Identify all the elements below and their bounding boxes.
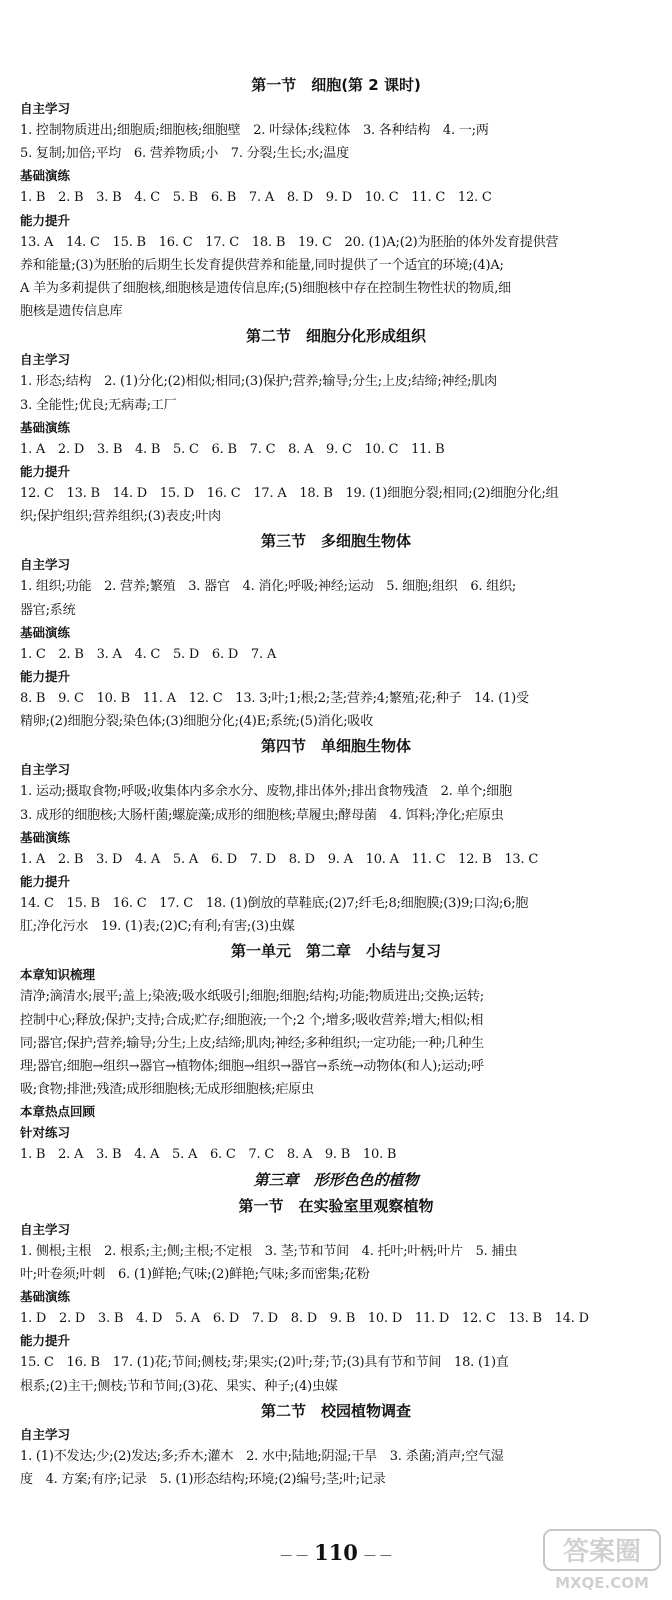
answer-line: 8. B 9. C 10. B 11. A 12. C 13. 3;叶;1;根;2;茎;营养;4;繁殖;花;种子 14. (1)受	[20, 691, 529, 707]
answer-line: 13. A 14. C 15. B 16. C 17. C 18. B 19. C 20. (1)A;(2)为胚胎的体外发育提供营	[20, 234, 559, 250]
answer-line: 1. C 2. B 3. A 4. C 5. D 6. D 7. A	[20, 646, 277, 662]
answer-line: 精卵;(2)细胞分裂;染色体;(3)细胞分化;(4)E;系统;(5)消化;吸收	[20, 714, 374, 730]
answer-line: 1. 组织;功能 2. 营养;繁殖 3. 器官 4. 消化;呼吸;神经;运动 5. 细胞;组织 6. 组织;	[20, 579, 517, 595]
section-title: 第二节 细胞分化形成组织	[245, 327, 426, 346]
answer-line: 1. A 2. D 3. B 4. B 5. C 6. B 7. C 8. A 9. C 10. C 11. B	[20, 441, 445, 457]
section-title: 第二节 校园植物调查	[260, 1401, 411, 1420]
answer-line: 1. 控制物质进出;细胞质;细胞核;细胞壁 2. 叶绿体;线粒体 3. 各种结构 4. 一;两	[20, 123, 489, 138]
answer-line: 胞核是遗传信息库	[20, 304, 123, 320]
answer-line: 1. A 2. B 3. D 4. A 5. A 6. D 7. D 8. D 9. A 10. A 11. C 12. B 13. C	[20, 851, 539, 867]
subsection-label: 本章热点回顾	[20, 1104, 96, 1120]
answer-line: 吸;食物;排泄;残渣;成形细胞核;无成形细胞核;疟原虫	[20, 1082, 314, 1098]
answer-line: 1. (1)不发达;少;(2)发达;多;乔木;灌木 2. 水中;陆地;阴湿;干旱 3. 杀菌;消声;空气湿	[20, 1448, 504, 1464]
section-title: 第四节 单细胞生物体	[260, 737, 411, 756]
page-number-footer: — — 110 — —	[280, 1540, 392, 1565]
subsection-label: 基础演练	[20, 1289, 71, 1305]
subsection-label: 自主学习	[20, 762, 71, 778]
answer-line: 1. 形态;结构 2. (1)分化;(2)相似;相同;(3)保护;营养;输导;分生;上皮;结缔;神经;肌肉	[20, 374, 497, 390]
subsection-label: 基础演练	[20, 419, 71, 435]
subsection-label: 基础演练	[20, 829, 71, 845]
subsection-label: 自主学习	[20, 1221, 71, 1237]
answer-line: 控制中心;释放;保护;支持;合成;贮存;细胞液;一个;2 个;增多;吸收营养;增大;相似;相	[20, 1012, 484, 1028]
subsection-label: 基础演练	[20, 624, 71, 640]
answer-line: 15. C 16. B 17. (1)花;节间;侧枝;芽;果实;(2)叶;芽;节;(3)具有节和节间 18. (1)直	[20, 1355, 509, 1371]
subsection-label: 能力提升	[20, 669, 71, 685]
subsection-label: 能力提升	[20, 874, 71, 890]
section-title: 第三节 多细胞生物体	[260, 532, 411, 551]
answer-line: 5. 复制;加倍;平均 6. 营养物质;小 7. 分裂;生长;水;温度	[20, 146, 349, 162]
answer-line: A 羊为多莉提供了细胞核,细胞核是遗传信息库;(5)细胞核中存在控制生物性状的物质,细	[20, 281, 511, 297]
answer-line: 根系;(2)主干;侧枝;节和节间;(3)花、果实、种子;(4)虫媒	[20, 1378, 338, 1394]
page-number: 110	[314, 1540, 358, 1565]
chapter-title: 第三章 形形色色的植物	[253, 1170, 419, 1189]
answer-line: 1. 侧根;主根 2. 根系;主;侧;主根;不定根 3. 茎;节和节间 4. 托叶;叶柄;叶片 5. 捕虫	[20, 1243, 518, 1259]
watermark-text: 答案圈	[562, 1537, 642, 1567]
answer-page	[0, 72, 672, 1491]
answer-line: 养和能量;(3)为胚胎的后期生长发育提供营养和能量,同时提供了一个适宜的环境;(4)A;	[20, 257, 504, 273]
answer-line: 肛;净化污水 19. (1)表;(2)C;有利;有害;(3)虫媒	[20, 919, 295, 935]
answer-line: 3. 成形的细胞核;大肠杆菌;螺旋藻;成形的细胞核;草履虫;酵母菌 4. 饵料;净化;疟原虫	[20, 807, 504, 823]
watermark-logo	[542, 1526, 662, 1592]
answer-line: 3. 全能性;优良;无病毒;工厂	[20, 397, 177, 413]
subsection-label: 自主学习	[20, 352, 71, 368]
answer-line: 理;器官;细胞→组织→器官→植物体;细胞→组织→器官→系统→动物体(和人);运动;呼	[20, 1059, 484, 1075]
watermark-url: MXQE.COM	[555, 1574, 649, 1592]
answer-line: 器官;系统	[20, 602, 76, 618]
subsection-label: 能力提升	[20, 1333, 71, 1349]
subsection-label: 能力提升	[20, 212, 71, 228]
subsection-label: 针对练习	[20, 1125, 71, 1141]
subsection-label: 自主学习	[20, 1426, 71, 1442]
section-title: 第一单元 第二章 小结与复习	[230, 942, 441, 961]
answer-line: 14. C 15. B 16. C 17. C 18. (1)倒放的草鞋底;(2)7;纤毛;8;细胞膜;(3)9;口沟;6;胞	[20, 896, 529, 912]
section-title: 第一节 在实验室里观察植物	[238, 1196, 434, 1215]
subsection-label: 本章知识梳理	[20, 967, 96, 983]
subsection-label: 基础演练	[20, 168, 71, 184]
subsection-label: 能力提升	[20, 464, 71, 480]
subsection-label: 自主学习	[20, 557, 71, 573]
answer-line: 1. 运动;摄取食物;呼吸;收集体内多余水分、废物,排出体外;排出食物残渣 2. 单个;细胞	[20, 784, 512, 800]
section-title: 第一节 细胞(第 2 课时)	[251, 76, 421, 94]
answer-line: 度 4. 方案;有序;记录 5. (1)形态结构;环境;(2)编号;茎;叶;记录	[20, 1471, 386, 1487]
answer-line: 1. D 2. D 3. B 4. D 5. A 6. D 7. D 8. D 9. B 10. D 11. D 12. C 13. B 14. D	[20, 1311, 589, 1327]
answer-line: 同;器官;保护;营养;输导;分生;上皮;结缔;肌肉;神经;多种组织;一定功能;一种;几种生	[20, 1035, 484, 1051]
answer-line: 12. C 13. B 14. D 15. D 16. C 17. A 18. B 19. (1)细胞分裂;相同;(2)细胞分化;组	[20, 486, 559, 502]
subsection-label: 自主学习	[20, 101, 71, 116]
answer-line: 织;保护组织;营养组织;(3)表皮;叶肉	[20, 509, 221, 525]
answer-line: 叶;叶卷须;叶刺 6. (1)鲜艳;气味;(2)鲜艳;气味;多而密集;花粉	[20, 1266, 370, 1282]
answer-line: 1. B 2. A 3. B 4. A 5. A 6. C 7. C 8. A 9. B 10. B	[20, 1147, 397, 1163]
answer-line: 清净;滴清水;展平;盖上;染液;吸水纸吸引;细胞;细胞;结构;功能;物质进出;交换;运转;	[20, 989, 484, 1005]
answer-line: 1. B 2. B 3. B 4. C 5. B 6. B 7. A 8. D 9. D 10. C 11. C 12. C	[20, 190, 492, 206]
